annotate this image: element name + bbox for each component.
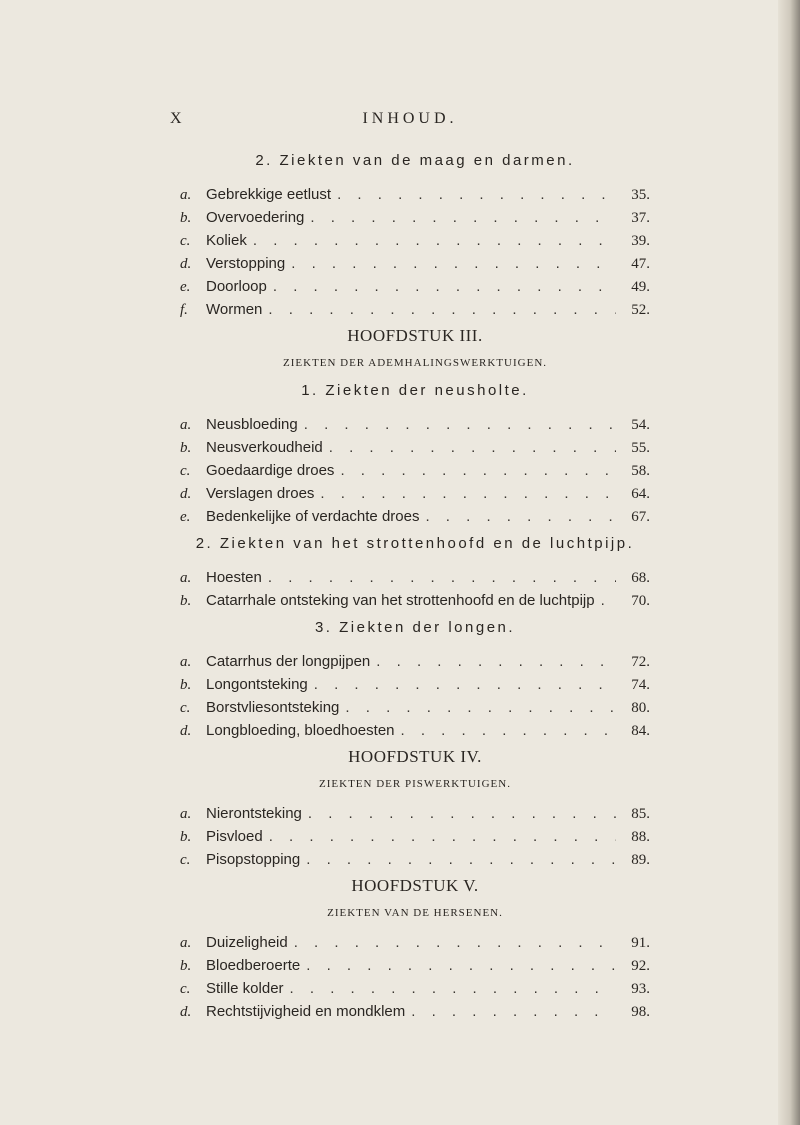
entry-letter: f. — [180, 302, 188, 318]
dot-leader — [291, 252, 616, 275]
entry-page-number: 64. — [631, 486, 650, 502]
entry-page-number: 55. — [631, 440, 650, 456]
entry-page-number: 84. — [631, 723, 650, 739]
entry-title: Hoesten — [206, 569, 262, 586]
entry-letter: a. — [180, 654, 192, 670]
entry-title: Stille kolder — [206, 980, 284, 997]
toc-entry — [180, 436, 650, 459]
entry-page-number: 52. — [631, 302, 650, 318]
entry-letter: e. — [180, 279, 191, 295]
entry-title: Longbloeding, bloedhoesten — [206, 722, 395, 739]
toc-entry — [180, 954, 650, 977]
toc-entry — [180, 931, 650, 954]
toc-entry — [180, 977, 650, 1000]
entry-title: Verstopping — [206, 255, 286, 272]
entry-letter: a. — [180, 570, 192, 586]
toc-entry — [180, 825, 650, 848]
dot-leader — [401, 719, 616, 742]
section-heading: 1. Ziekten der neusholte. — [301, 382, 529, 399]
dot-leader — [273, 275, 616, 298]
entry-title: Pisopstopping — [206, 851, 301, 868]
entry-page-number: 92. — [631, 958, 650, 974]
dot-leader — [340, 459, 616, 482]
entry-letter: c. — [180, 463, 191, 479]
toc-entry — [180, 696, 650, 719]
entry-page-number: 68. — [631, 570, 650, 586]
entry-page-number: 74. — [631, 677, 650, 693]
dot-leader — [320, 482, 616, 505]
entry-page-number: 37. — [631, 210, 650, 226]
entry-letter: b. — [180, 958, 192, 974]
entry-letter: d. — [180, 486, 192, 502]
toc-entry — [180, 413, 650, 436]
entry-page-number: 89. — [631, 852, 650, 868]
entry-letter: b. — [180, 677, 192, 693]
toc-entry — [180, 719, 650, 742]
dot-leader — [337, 183, 616, 206]
entry-title: Rechtstijvigheid en mondklem — [206, 1003, 406, 1020]
entry-page-number: 98. — [631, 1004, 650, 1020]
chapter-subtitle: ZIEKTEN VAN DE HERSENEN. — [327, 907, 503, 919]
dot-leader — [310, 206, 616, 229]
dot-leader — [269, 825, 616, 848]
chapter-subtitle: ZIEKTEN DER PISWERKTUIGEN. — [319, 778, 511, 790]
entry-page-number: 47. — [631, 256, 650, 272]
table-of-contents — [180, 145, 650, 1023]
dot-leader — [314, 673, 616, 696]
section-heading: 2. Ziekten van de maag en darmen. — [255, 152, 575, 169]
dot-leader — [268, 566, 616, 589]
entry-title: Doorloop — [206, 278, 267, 295]
toc-entry — [180, 206, 650, 229]
chapter-heading: HOOFDSTUK V. — [351, 876, 479, 895]
entry-title: Koliek — [206, 232, 247, 249]
entry-letter: a. — [180, 935, 192, 951]
page-number: X — [170, 110, 183, 127]
dot-leader — [294, 931, 616, 954]
entry-page-number: 49. — [631, 279, 650, 295]
section-heading: 2. Ziekten van het strottenhoofd en de luchtpijp. — [195, 535, 635, 552]
toc-entry — [180, 275, 650, 298]
toc-entry — [180, 229, 650, 252]
dot-leader — [304, 413, 616, 436]
entry-letter: a. — [180, 417, 192, 433]
entry-title: Bedenkelijke of verdachte droes — [206, 508, 420, 525]
toc-entry — [180, 589, 650, 612]
toc-entry — [180, 505, 650, 528]
entry-title: Bloedberoerte — [206, 957, 301, 974]
dot-leader — [308, 802, 616, 825]
toc-entry — [180, 459, 650, 482]
entry-letter: c. — [180, 233, 191, 249]
entry-page-number: 67. — [631, 509, 650, 525]
toc-entry — [180, 183, 650, 206]
toc-entry — [180, 1000, 650, 1023]
chapter-heading: HOOFDSTUK III. — [347, 326, 483, 345]
entry-title: Borstvliesontsteking — [206, 699, 340, 716]
entry-page-number: 58. — [631, 463, 650, 479]
entry-title: Neusbloeding — [206, 416, 298, 433]
entry-page-number: 91. — [631, 935, 650, 951]
chapter-subtitle: ZIEKTEN DER ADEMHALINGSWERKTUIGEN. — [282, 357, 548, 369]
entry-title: Gebrekkige eetlust — [206, 186, 332, 203]
dot-leader — [268, 298, 616, 321]
running-head — [170, 110, 650, 130]
entry-page-number: 80. — [631, 700, 650, 716]
entry-letter: b. — [180, 440, 192, 456]
toc-entry — [180, 298, 650, 321]
page-title: INHOUD. — [362, 110, 458, 127]
entry-page-number: 39. — [631, 233, 650, 249]
dot-leader — [425, 505, 616, 528]
dot-leader — [306, 954, 616, 977]
entry-letter: a. — [180, 806, 192, 822]
entry-letter: c. — [180, 981, 191, 997]
dot-leader — [306, 848, 616, 871]
section-heading: 3. Ziekten der longen. — [314, 619, 516, 636]
entry-letter: e. — [180, 509, 191, 525]
entry-title: Wormen — [206, 301, 263, 318]
entry-title: Longontsteking — [206, 676, 308, 693]
entry-page-number: 93. — [631, 981, 650, 997]
dot-leader — [345, 696, 616, 719]
dot-leader — [411, 1000, 616, 1023]
page-edge-shadow — [778, 0, 800, 1125]
entry-letter: d. — [180, 1004, 192, 1020]
entry-letter: d. — [180, 723, 192, 739]
entry-title: Duizeligheid — [206, 934, 288, 951]
entry-title: Nierontsteking — [206, 805, 302, 822]
entry-title: Verslagen droes — [206, 485, 315, 502]
chapter-heading: HOOFDSTUK IV. — [348, 747, 482, 766]
entry-letter: a. — [180, 187, 192, 203]
toc-entry — [180, 673, 650, 696]
entry-page-number: 70. — [631, 593, 650, 609]
toc-entry — [180, 802, 650, 825]
toc-entry — [180, 650, 650, 673]
dot-leader — [601, 589, 616, 612]
entry-title: Pisvloed — [206, 828, 263, 845]
entry-title: Goedaardige droes — [206, 462, 335, 479]
dot-leader — [290, 977, 616, 1000]
dot-leader — [329, 436, 616, 459]
entry-page-number: 54. — [631, 417, 650, 433]
entry-title: Overvoedering — [206, 209, 305, 226]
entry-letter: c. — [180, 852, 191, 868]
entry-title: Catarrhus der longpijpen — [206, 653, 371, 670]
entry-letter: d. — [180, 256, 192, 272]
entry-page-number: 72. — [631, 654, 650, 670]
dot-leader — [253, 229, 616, 252]
toc-entry — [180, 566, 650, 589]
dot-leader — [376, 650, 616, 673]
entry-page-number: 88. — [631, 829, 650, 845]
entry-title: Catarrhale ontsteking van het strottenhoofd en de luchtpijp — [206, 592, 595, 609]
entry-letter: b. — [180, 829, 192, 845]
entry-letter: c. — [180, 700, 191, 716]
toc-entry — [180, 482, 650, 505]
entry-letter: b. — [180, 210, 192, 226]
entry-title: Neusverkoudheid — [206, 439, 323, 456]
entry-page-number: 85. — [631, 806, 650, 822]
toc-entry — [180, 252, 650, 275]
entry-page-number: 35. — [631, 187, 650, 203]
toc-entry — [180, 848, 650, 871]
entry-letter: b. — [180, 593, 192, 609]
